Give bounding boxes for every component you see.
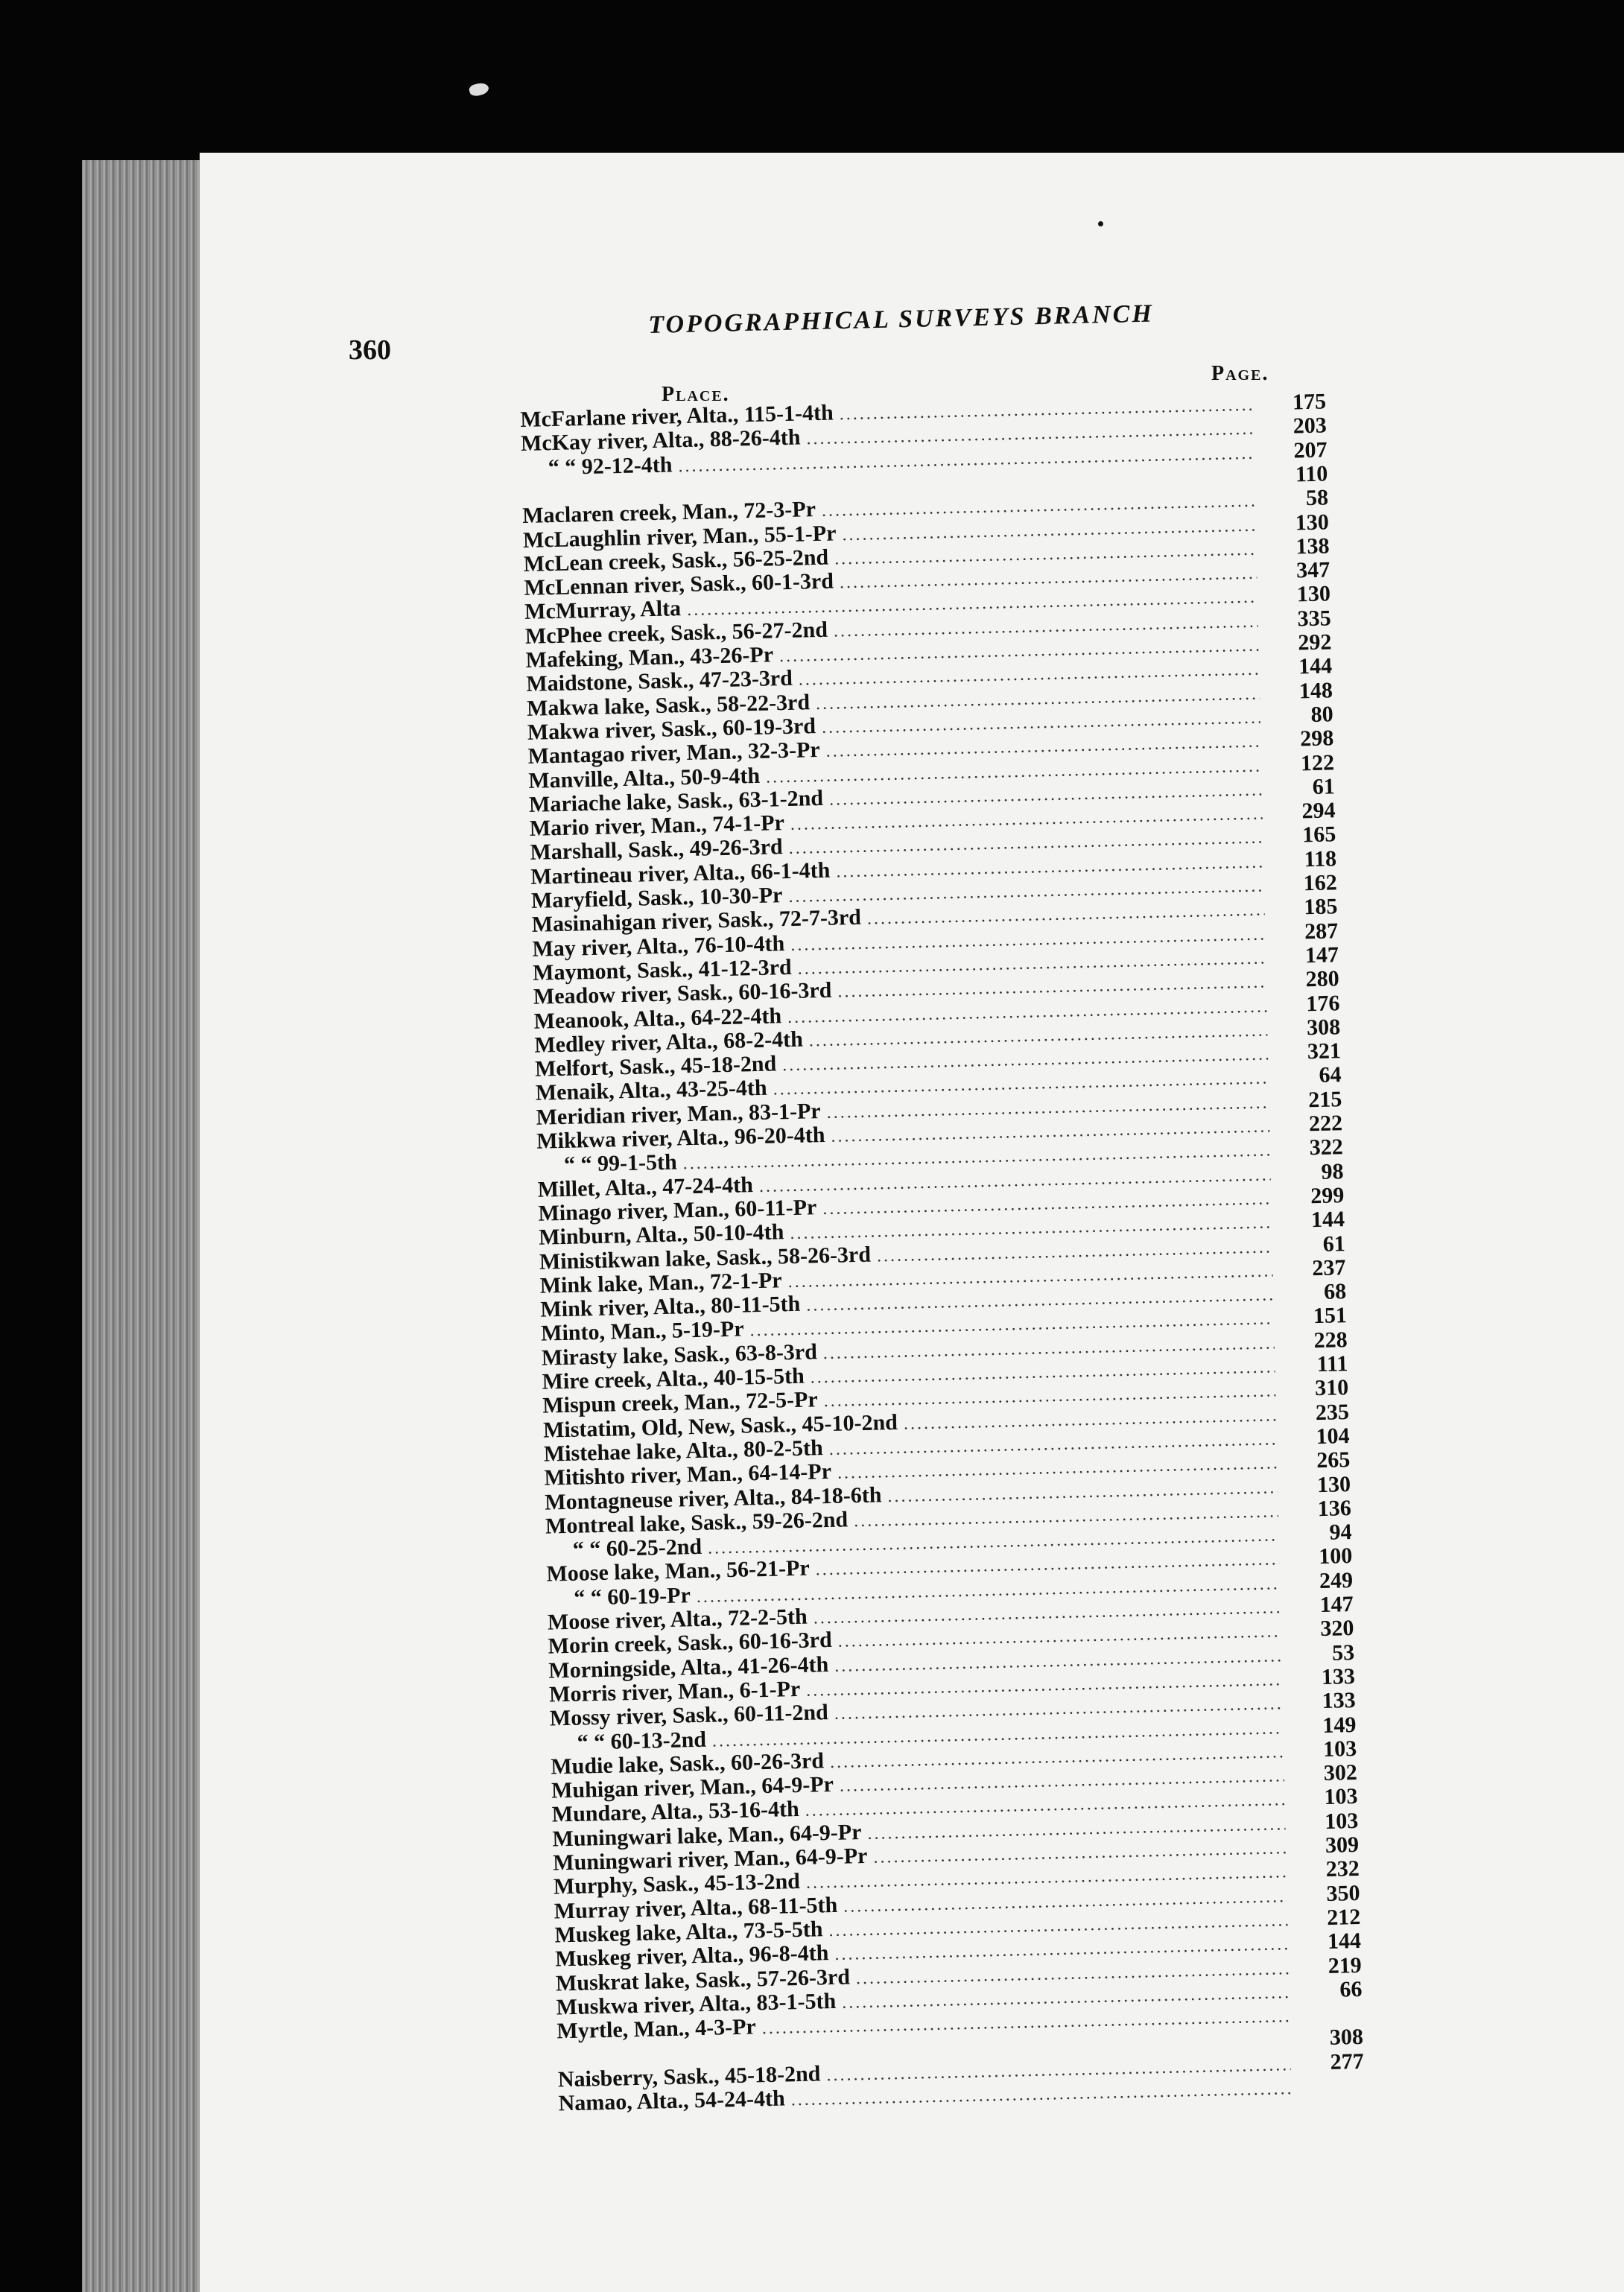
entry-place: “ “ 60-13-2nd [577,1727,707,1755]
entry-page: 212 [1326,1904,1361,1930]
entry-place: McKay river, Alta., 88-26-4th [520,425,801,457]
ink-dot [1098,221,1103,226]
entry-place: Moose river, Alta., 72-2-5th [547,1604,808,1635]
entry-place: Moose lake, Man., 56-21-Pr [546,1555,811,1587]
entry-place: Marshall, Sask., 49-26-3rd [530,834,784,866]
entry-place: Masinahigan river, Sask., 72-7-3rd [531,905,862,938]
entry-page: 144 [1310,1207,1345,1233]
entry-place: Mariache lake, Sask., 63-1-2nd [528,785,824,817]
entry-place: May river, Alta., 76-10-4th [532,930,785,962]
entry-page: 237 [1312,1254,1346,1280]
entry-place: Meadow river, Sask., 60-16-3rd [533,977,832,1009]
entry-place: Makwa lake, Sask., 58-22-3rd [526,689,811,721]
running-head: TOPOGRAPHICAL SURVEYS BRANCH [648,299,1155,339]
entry-page: 249 [1319,1567,1354,1593]
entry-place: Mikkwa river, Alta., 96-20-4th [536,1122,825,1154]
entry-place: “ “ 60-19-Pr [573,1582,691,1610]
entry-place: Minburn, Alta., 50-10-4th [538,1219,784,1250]
entry-page: 58 [1305,485,1329,511]
entry-page: 68 [1323,1279,1347,1304]
entry-place: McPhee creek, Sask., 56-27-2nd [524,617,828,649]
entry-page: 277 [1330,2048,1365,2074]
entry-page: 280 [1305,966,1340,992]
entry-page: 176 [1306,990,1340,1016]
entry-page: 228 [1313,1327,1348,1353]
entry-place: Muskwa river, Alta., 83-1-5th [556,1988,837,2020]
entry-page: 162 [1303,870,1338,896]
entry-place: Montagneuse river, Alta., 84-18-6th [544,1482,882,1515]
entry-page: 308 [1306,1015,1341,1041]
entry-page: 61 [1322,1231,1346,1257]
entry-place: Menaik, Alta., 43-25-4th [535,1076,767,1106]
entry-place: Mafeking, Man., 43-26-Pr [525,642,774,673]
entry-page: 94 [1329,1520,1352,1545]
entry-page: 292 [1298,629,1332,655]
entry-place: McLaughlin river, Man., 55-1-Pr [522,520,837,553]
entry-place: Maymont, Sask., 41-12-3rd [532,954,793,985]
page-number: 360 [349,334,391,366]
entry-page: 309 [1325,1832,1360,1858]
entry-page: 147 [1304,942,1339,968]
entry-page: 222 [1308,1111,1343,1137]
entry-place: Makwa river, Sask., 60-19-3rd [527,713,816,745]
entry-place: Mire creek, Alta., 40-15-5th [542,1363,805,1394]
entry-page: 133 [1321,1663,1356,1689]
entry-page: 130 [1316,1471,1351,1497]
entry-place: Mantagao river, Man., 32-3-Pr [527,737,821,769]
entry-place: Mitishto river, Man., 64-14-Pr [544,1459,832,1491]
entry-page: 118 [1304,845,1337,872]
entry-page: 265 [1316,1447,1351,1473]
entry-page: 308 [1329,2025,1364,2051]
entry-page: 335 [1297,606,1332,632]
entry-page: 151 [1313,1303,1348,1329]
entry-page: 103 [1324,1808,1359,1834]
entry-place: Morris river, Man., 6-1-Pr [548,1676,801,1707]
entry-page: 100 [1318,1543,1353,1569]
entry-page: 147 [1319,1592,1354,1618]
entry-page: 310 [1314,1375,1349,1401]
entry-place: Meridian river, Man., 83-1-Pr [536,1098,822,1130]
entry-place: Murray river, Alta., 68-11-5th [554,1892,838,1924]
entry-page [1295,2020,1363,2022]
entry-page: 203 [1292,413,1328,439]
entry-page: 320 [1320,1616,1354,1642]
place-column-heading: Place. [662,383,730,406]
entry-page: 219 [1328,1952,1363,1978]
entry-page: 165 [1301,822,1336,848]
page-column-heading: Page. [1211,362,1269,385]
entry-page: 235 [1315,1399,1350,1425]
entry-place: Muskeg river, Alta., 96-8-4th [554,1940,829,1972]
entry-page: 138 [1295,533,1330,559]
entry-place: Morin creek, Sask., 60-16-3rd [548,1628,833,1659]
entry-place: Martineau river, Alta., 66-1-4th [530,857,831,889]
entry-place: Muningwari lake, Man., 64-9-Pr [552,1819,862,1852]
entry-page [1298,2092,1365,2094]
entry-page: 215 [1307,1086,1342,1112]
entry-page: 287 [1304,918,1339,944]
entry-page: 185 [1304,894,1338,920]
entry-place: Mistehae lake, Alta., 80-2-5th [543,1435,824,1467]
entry-page: 232 [1325,1856,1360,1882]
entry-page: 103 [1322,1736,1357,1762]
entry-page: 148 [1298,677,1333,703]
entry-place: Minago river, Man., 60-11-Pr [538,1195,817,1226]
entry-place: Mundare, Alta., 53-16-4th [551,1797,800,1827]
entry-place: Myrtle, Man., 4-3-Pr [556,2014,757,2044]
entry-page: 133 [1322,1688,1357,1714]
entry-page: 298 [1299,726,1334,752]
entry-place: Mossy river, Sask., 60-11-2nd [549,1700,829,1731]
entry-page: 322 [1309,1134,1344,1161]
entry-page: 111 [1316,1351,1348,1377]
entry-page: 136 [1317,1495,1352,1521]
entry-place: Mario river, Man., 74-1-Pr [529,810,785,841]
entry-place: Muskrat lake, Sask., 57-26-3rd [555,1964,851,1996]
entry-place: Muningwari river, Man., 64-9-Pr [552,1843,868,1876]
entry-place: Murphy, Sask., 45-13-2nd [553,1869,801,1899]
entry-page: 149 [1322,1712,1357,1738]
entry-page: 104 [1316,1423,1350,1449]
entry-page: 302 [1323,1760,1358,1786]
entry-place: Medley river, Alta., 68-2-4th [534,1026,804,1058]
entry-place: McFarlane river, Alta., 115-1-4th [519,400,834,432]
entry-place: Morningside, Alta., 41-26-4th [548,1651,829,1683]
entry-place: Millet, Alta., 47-24-4th [537,1172,754,1202]
entry-place: Muskeg lake, Alta., 73-5-5th [554,1917,823,1948]
entry-page: 144 [1327,1928,1362,1955]
entry-place: Mispun creek, Man., 72-5-Pr [542,1387,819,1418]
entry-place: Ministikwan lake, Sask., 58-26-3rd [539,1242,872,1274]
entry-place: Maidstone, Sask., 47-23-3rd [526,666,793,697]
entry-place: Naisberry, Sask., 45-18-2nd [557,2061,821,2092]
entry-page: 61 [1312,774,1336,799]
entry-place: Maclaren creek, Man., 72-3-Pr [521,497,816,529]
entry-page: 350 [1326,1880,1360,1906]
entry-page: 321 [1307,1038,1342,1064]
entry-page: 110 [1295,461,1328,487]
entry-page: 130 [1296,581,1331,607]
entry-place: Maryfield, Sask., 10-30-Pr [530,883,783,913]
entry-place: McLennan river, Sask., 60-1-3rd [524,568,834,601]
entry-page: 130 [1295,509,1330,535]
entry-page: 175 [1292,389,1327,415]
entry-place: Muhigan river, Man., 64-9-Pr [551,1772,834,1803]
entry-place: Minto, Man., 5-19-Pr [540,1316,744,1347]
entry-page: 98 [1321,1158,1344,1184]
entry-place: Meanook, Alta., 64-22-4th [533,1003,782,1034]
entry-page: 66 [1339,1976,1363,2002]
entry-page: 207 [1293,437,1328,463]
entry-page: 122 [1300,749,1335,775]
entry-place: Mink lake, Man., 72-1-Pr [539,1268,783,1298]
entry-place: “ “ 60-25-2nd [572,1534,702,1562]
entry-page: 64 [1319,1062,1342,1088]
scan-speck [468,81,489,98]
entry-place: McLean creek, Sask., 56-25-2nd [523,545,829,577]
entry-place: Manville, Alta., 50-9-4th [527,763,761,793]
entry-place: Mudie lake, Sask., 60-26-3rd [551,1748,825,1780]
entry-page: 144 [1298,653,1333,679]
entry-place: McMurray, Alta [524,596,682,625]
entry-place: “ “ 99-1-5th [563,1149,678,1178]
entry-place: Mink river, Alta., 80-11-5th [540,1291,801,1322]
entry-place: Melfort, Sask., 45-18-2nd [534,1051,777,1082]
entry-page: 80 [1310,702,1333,727]
entry-page: 299 [1310,1183,1345,1209]
entry-place: Mirasty lake, Sask., 63-8-3rd [541,1339,818,1371]
entry-place: Montreal lake, Sask., 59-26-2nd [545,1507,849,1539]
book-page-edges [82,160,209,2292]
entry-place: “ “ 92-12-4th [548,451,673,480]
entry-page: 103 [1324,1784,1358,1810]
entry-page: 294 [1301,798,1336,824]
entry-page: 347 [1295,557,1330,583]
entry-place: Mistatim, Old, New, Sask., 45-10-2nd [542,1409,898,1443]
entry-place: Namao, Alta., 54-24-4th [558,2086,786,2116]
entry-page: 53 [1331,1639,1355,1666]
